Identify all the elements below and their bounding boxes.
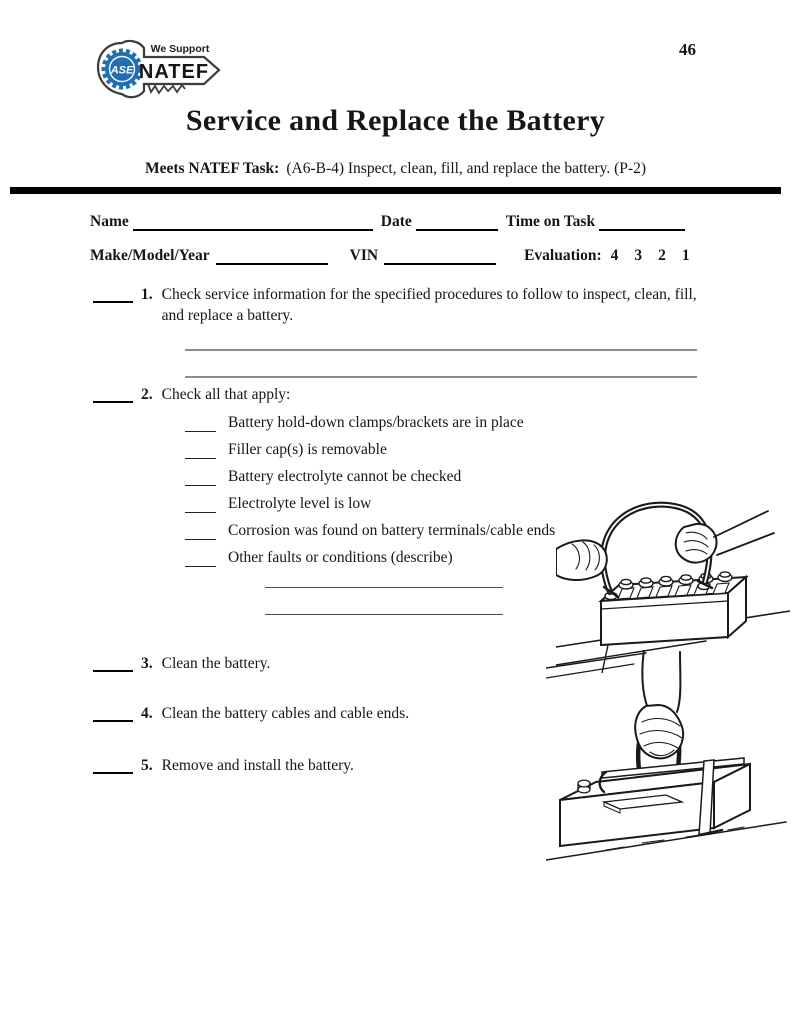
meets-task-text: (A6-B-4) Inspect, clean, fill, and replace the battery. (P-2) bbox=[286, 160, 646, 177]
ase-logo-text: ASE bbox=[110, 64, 134, 77]
natef-task-line bbox=[0, 160, 791, 178]
checklist-item bbox=[185, 413, 710, 432]
checklist-item-label: Battery electrolyte cannot be checked bbox=[228, 468, 462, 485]
checklist-item-label: Filler cap(s) is removable bbox=[228, 441, 387, 458]
status-blank-line bbox=[93, 384, 133, 403]
divider-rule bbox=[10, 187, 781, 194]
date-blank-line bbox=[416, 213, 498, 231]
evaluation-score-3: 3 bbox=[634, 247, 643, 264]
evaluation-score-4: 4 bbox=[610, 247, 619, 264]
status-blank-line bbox=[93, 653, 133, 672]
task-number: 5. bbox=[141, 757, 153, 774]
write-in-line bbox=[265, 614, 503, 615]
battery-carrier-clamp-illustration bbox=[546, 650, 790, 862]
page-number: 46 bbox=[679, 40, 696, 59]
name-blank-line bbox=[133, 213, 373, 231]
checklist-item-label: Electrolyte level is low bbox=[228, 495, 372, 512]
write-in-line bbox=[265, 587, 503, 588]
vin-label: VIN bbox=[349, 247, 379, 264]
evaluation-label: Evaluation: bbox=[524, 247, 602, 264]
vin-blank-line bbox=[384, 247, 496, 265]
natef-logo-text: NATEF bbox=[138, 61, 210, 83]
meets-task-label: Meets NATEF Task: bbox=[145, 160, 280, 177]
task-text: Clean the battery cables and cable ends. bbox=[161, 705, 410, 722]
status-blank-line bbox=[93, 284, 133, 303]
task-text: Check all that apply: bbox=[161, 386, 291, 403]
checkbox-blank-line bbox=[185, 443, 216, 459]
checklist-item-label: Battery hold-down clamps/brackets are in place bbox=[228, 414, 524, 431]
checkbox-blank-line bbox=[185, 524, 216, 540]
natef-logo bbox=[92, 36, 226, 102]
status-blank-line bbox=[93, 755, 133, 774]
task-text: Check service information for the specified procedures to follow to inspect, clean, fill, and replace a battery. bbox=[161, 286, 697, 324]
task-text: Remove and install the battery. bbox=[161, 757, 354, 774]
task-text: Clean the battery. bbox=[161, 655, 271, 672]
write-in-line bbox=[185, 349, 697, 351]
we-support-text: We Support bbox=[150, 43, 210, 55]
evaluation-score-1: 1 bbox=[681, 247, 690, 264]
checklist-item-label: Other faults or conditions (describe) bbox=[228, 549, 453, 566]
name-label: Name bbox=[90, 213, 129, 230]
evaluation-score-2: 2 bbox=[658, 247, 666, 264]
date-label: Date bbox=[380, 213, 412, 230]
header-fields-row-1 bbox=[90, 213, 685, 231]
checklist-item bbox=[185, 440, 710, 459]
checkbox-blank-line bbox=[185, 416, 216, 432]
task-number: 3. bbox=[141, 655, 153, 672]
status-blank-line bbox=[93, 703, 133, 722]
checkbox-blank-line bbox=[185, 551, 216, 567]
time-on-task-blank-line bbox=[599, 213, 685, 231]
battery-lift-strap-illustration bbox=[556, 489, 790, 673]
natef-key-logo-graphic bbox=[92, 36, 226, 102]
checklist-item-label: Corrosion was found on battery terminals/cable ends bbox=[228, 522, 556, 539]
checkbox-blank-line bbox=[185, 470, 216, 486]
task-number: 2. bbox=[141, 386, 153, 403]
write-in-line bbox=[185, 376, 697, 378]
task-item-1 bbox=[93, 284, 710, 326]
task-number: 4. bbox=[141, 705, 153, 722]
task-number: 1. bbox=[141, 286, 153, 303]
make-model-year-blank-line bbox=[216, 247, 328, 265]
time-on-task-label: Time on Task bbox=[505, 213, 596, 230]
page-title: Service and Replace the Battery bbox=[185, 104, 606, 137]
checkbox-blank-line bbox=[185, 497, 216, 513]
header-fields-row-2 bbox=[90, 247, 690, 265]
checklist-item bbox=[185, 467, 710, 486]
make-model-year-label: Make/Model/Year bbox=[90, 247, 210, 264]
